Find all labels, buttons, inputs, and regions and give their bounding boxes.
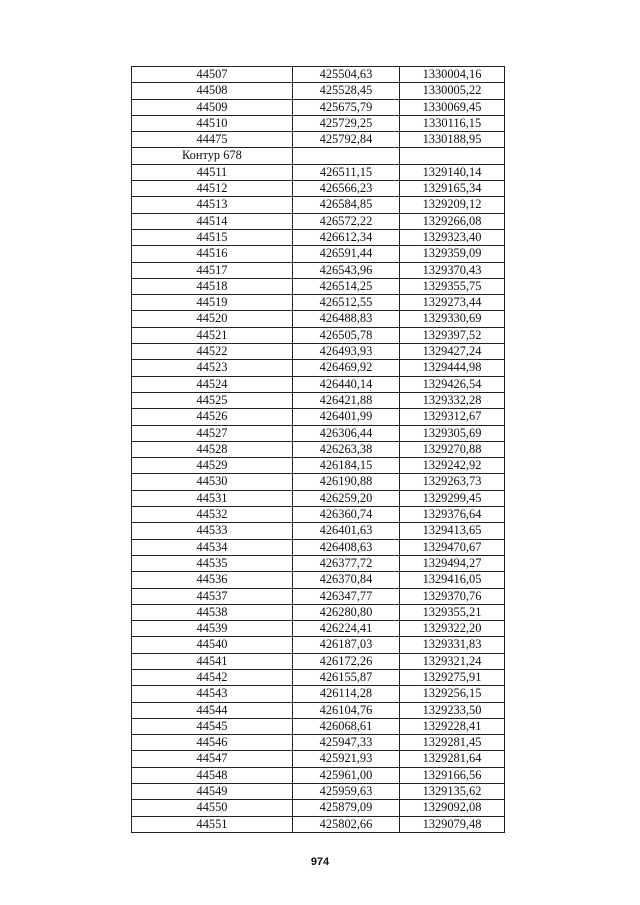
x-coordinate-cell: 426512,55 bbox=[293, 295, 400, 311]
y-coordinate-cell: 1329165,34 bbox=[400, 181, 505, 197]
y-coordinate-cell: 1329299,45 bbox=[400, 490, 505, 506]
point-number-cell: 44536 bbox=[132, 572, 293, 588]
x-coordinate-cell: 426370,84 bbox=[293, 572, 400, 588]
table-row bbox=[132, 604, 505, 620]
x-coordinate-cell: 426401,63 bbox=[293, 523, 400, 539]
x-coordinate-cell: 425961,00 bbox=[293, 767, 400, 783]
x-coordinate-cell: 425675,79 bbox=[293, 99, 400, 115]
point-number-cell: 44515 bbox=[132, 229, 293, 245]
point-number-cell: 44543 bbox=[132, 686, 293, 702]
table-row bbox=[132, 409, 505, 425]
coordinates-table-body bbox=[132, 67, 505, 833]
table-row bbox=[132, 474, 505, 490]
point-number-cell: 44538 bbox=[132, 604, 293, 620]
x-coordinate-cell: 426068,61 bbox=[293, 718, 400, 734]
y-coordinate-cell: 1329079,48 bbox=[400, 816, 505, 832]
x-coordinate-cell: 426306,44 bbox=[293, 425, 400, 441]
x-coordinate-cell: 426187,03 bbox=[293, 637, 400, 653]
y-coordinate-cell: 1329332,28 bbox=[400, 392, 505, 408]
point-number-cell: 44532 bbox=[132, 507, 293, 523]
point-number-cell: 44525 bbox=[132, 392, 293, 408]
x-coordinate-cell: 426401,99 bbox=[293, 409, 400, 425]
y-coordinate-cell: 1329322,20 bbox=[400, 621, 505, 637]
x-coordinate-cell: 426591,44 bbox=[293, 246, 400, 262]
point-number-cell: 44524 bbox=[132, 376, 293, 392]
table-row bbox=[132, 327, 505, 343]
y-coordinate-cell: 1329355,21 bbox=[400, 604, 505, 620]
y-coordinate-cell: 1329426,54 bbox=[400, 376, 505, 392]
point-number-cell: 44546 bbox=[132, 735, 293, 751]
point-number-cell: 44526 bbox=[132, 409, 293, 425]
point-number-cell: 44521 bbox=[132, 327, 293, 343]
x-coordinate-cell: 426104,76 bbox=[293, 702, 400, 718]
y-coordinate-cell: 1329305,69 bbox=[400, 425, 505, 441]
table-row bbox=[132, 344, 505, 360]
x-coordinate-cell: 426421,88 bbox=[293, 392, 400, 408]
x-coordinate-cell: 426347,77 bbox=[293, 588, 400, 604]
x-coordinate-cell: 425729,25 bbox=[293, 115, 400, 131]
point-number-cell: 44512 bbox=[132, 181, 293, 197]
x-coordinate-cell: 426505,78 bbox=[293, 327, 400, 343]
table-row bbox=[132, 767, 505, 783]
table-row bbox=[132, 132, 505, 148]
y-coordinate-cell: 1329376,64 bbox=[400, 507, 505, 523]
empty-cell bbox=[293, 148, 400, 164]
point-number-cell: 44539 bbox=[132, 621, 293, 637]
point-number-cell: 44550 bbox=[132, 800, 293, 816]
table-row bbox=[132, 555, 505, 571]
x-coordinate-cell: 426584,85 bbox=[293, 197, 400, 213]
table-row bbox=[132, 637, 505, 653]
point-number-cell: 44542 bbox=[132, 669, 293, 685]
table-row bbox=[132, 816, 505, 832]
x-coordinate-cell: 425879,09 bbox=[293, 800, 400, 816]
x-coordinate-cell: 426543,96 bbox=[293, 262, 400, 278]
y-coordinate-cell: 1329275,91 bbox=[400, 669, 505, 685]
table-row bbox=[132, 621, 505, 637]
y-coordinate-cell: 1329331,83 bbox=[400, 637, 505, 653]
x-coordinate-cell: 426566,23 bbox=[293, 181, 400, 197]
table-row bbox=[132, 490, 505, 506]
point-number-cell: 44545 bbox=[132, 718, 293, 734]
x-coordinate-cell: 426408,63 bbox=[293, 539, 400, 555]
point-number-cell: 44547 bbox=[132, 751, 293, 767]
table-row bbox=[132, 784, 505, 800]
x-coordinate-cell: 426572,22 bbox=[293, 213, 400, 229]
x-coordinate-cell: 426612,34 bbox=[293, 229, 400, 245]
y-coordinate-cell: 1329370,43 bbox=[400, 262, 505, 278]
y-coordinate-cell: 1329209,12 bbox=[400, 197, 505, 213]
table-row bbox=[132, 735, 505, 751]
table-row bbox=[132, 67, 505, 83]
x-coordinate-cell: 425947,33 bbox=[293, 735, 400, 751]
y-coordinate-cell: 1329270,88 bbox=[400, 441, 505, 457]
table-row bbox=[132, 213, 505, 229]
y-coordinate-cell: 1329323,40 bbox=[400, 229, 505, 245]
y-coordinate-cell: 1329242,92 bbox=[400, 458, 505, 474]
y-coordinate-cell: 1329166,56 bbox=[400, 767, 505, 783]
point-number-cell: 44548 bbox=[132, 767, 293, 783]
x-coordinate-cell: 426172,26 bbox=[293, 653, 400, 669]
table-row bbox=[132, 686, 505, 702]
empty-cell bbox=[400, 148, 505, 164]
table-row bbox=[132, 669, 505, 685]
y-coordinate-cell: 1329470,67 bbox=[400, 539, 505, 555]
x-coordinate-cell: 426493,93 bbox=[293, 344, 400, 360]
point-number-cell: 44514 bbox=[132, 213, 293, 229]
point-number-cell: 44529 bbox=[132, 458, 293, 474]
point-number-cell: 44530 bbox=[132, 474, 293, 490]
x-coordinate-cell: 426259,20 bbox=[293, 490, 400, 506]
x-coordinate-cell: 426280,80 bbox=[293, 604, 400, 620]
point-number-cell: 44534 bbox=[132, 539, 293, 555]
y-coordinate-cell: 1329370,76 bbox=[400, 588, 505, 604]
point-number-cell: 44508 bbox=[132, 83, 293, 99]
point-number-cell: 44533 bbox=[132, 523, 293, 539]
y-coordinate-cell: 1329321,24 bbox=[400, 653, 505, 669]
table-row bbox=[132, 115, 505, 131]
table-row bbox=[132, 376, 505, 392]
y-coordinate-cell: 1330069,45 bbox=[400, 99, 505, 115]
x-coordinate-cell: 426511,15 bbox=[293, 164, 400, 180]
table-row bbox=[132, 702, 505, 718]
point-number-cell: 44540 bbox=[132, 637, 293, 653]
point-number-cell: 44510 bbox=[132, 115, 293, 131]
x-coordinate-cell: 426184,15 bbox=[293, 458, 400, 474]
x-coordinate-cell: 425959,63 bbox=[293, 784, 400, 800]
table-row bbox=[132, 718, 505, 734]
point-number-cell: 44516 bbox=[132, 246, 293, 262]
contour-label: Контур 678 bbox=[132, 148, 293, 164]
table-row bbox=[132, 392, 505, 408]
coordinates-table bbox=[131, 66, 505, 833]
table-row bbox=[132, 278, 505, 294]
x-coordinate-cell: 426190,88 bbox=[293, 474, 400, 490]
point-number-cell: 44513 bbox=[132, 197, 293, 213]
table-row bbox=[132, 572, 505, 588]
x-coordinate-cell: 425792,84 bbox=[293, 132, 400, 148]
table-row bbox=[132, 458, 505, 474]
point-number-cell: 44523 bbox=[132, 360, 293, 376]
y-coordinate-cell: 1329494,27 bbox=[400, 555, 505, 571]
table-row bbox=[132, 653, 505, 669]
point-number-cell: 44551 bbox=[132, 816, 293, 832]
table-row bbox=[132, 262, 505, 278]
table-row bbox=[132, 539, 505, 555]
x-coordinate-cell: 426488,83 bbox=[293, 311, 400, 327]
x-coordinate-cell: 425921,93 bbox=[293, 751, 400, 767]
x-coordinate-cell: 426440,14 bbox=[293, 376, 400, 392]
y-coordinate-cell: 1329427,24 bbox=[400, 344, 505, 360]
y-coordinate-cell: 1329273,44 bbox=[400, 295, 505, 311]
contour-header-row bbox=[132, 148, 505, 164]
x-coordinate-cell: 426263,38 bbox=[293, 441, 400, 457]
y-coordinate-cell: 1329233,50 bbox=[400, 702, 505, 718]
x-coordinate-cell: 425504,63 bbox=[293, 67, 400, 83]
point-number-cell: 44537 bbox=[132, 588, 293, 604]
table-row bbox=[132, 800, 505, 816]
point-number-cell: 44541 bbox=[132, 653, 293, 669]
point-number-cell: 44522 bbox=[132, 344, 293, 360]
table-row bbox=[132, 246, 505, 262]
y-coordinate-cell: 1329281,45 bbox=[400, 735, 505, 751]
page-number: 974 bbox=[310, 856, 330, 868]
point-number-cell: 44528 bbox=[132, 441, 293, 457]
table-row bbox=[132, 360, 505, 376]
y-coordinate-cell: 1329263,73 bbox=[400, 474, 505, 490]
y-coordinate-cell: 1329312,67 bbox=[400, 409, 505, 425]
x-coordinate-cell: 426514,25 bbox=[293, 278, 400, 294]
table-row bbox=[132, 425, 505, 441]
table-row bbox=[132, 441, 505, 457]
y-coordinate-cell: 1329256,15 bbox=[400, 686, 505, 702]
table-row bbox=[132, 295, 505, 311]
table-row bbox=[132, 229, 505, 245]
point-number-cell: 44507 bbox=[132, 67, 293, 83]
y-coordinate-cell: 1329359,09 bbox=[400, 246, 505, 262]
point-number-cell: 44475 bbox=[132, 132, 293, 148]
x-coordinate-cell: 426469,92 bbox=[293, 360, 400, 376]
x-coordinate-cell: 425528,45 bbox=[293, 83, 400, 99]
table-row bbox=[132, 507, 505, 523]
point-number-cell: 44517 bbox=[132, 262, 293, 278]
point-number-cell: 44544 bbox=[132, 702, 293, 718]
point-number-cell: 44527 bbox=[132, 425, 293, 441]
table-row bbox=[132, 588, 505, 604]
y-coordinate-cell: 1329397,52 bbox=[400, 327, 505, 343]
x-coordinate-cell: 426224,41 bbox=[293, 621, 400, 637]
y-coordinate-cell: 1329281,64 bbox=[400, 751, 505, 767]
point-number-cell: 44531 bbox=[132, 490, 293, 506]
y-coordinate-cell: 1329330,69 bbox=[400, 311, 505, 327]
point-number-cell: 44518 bbox=[132, 278, 293, 294]
point-number-cell: 44535 bbox=[132, 555, 293, 571]
table-row bbox=[132, 181, 505, 197]
table-row bbox=[132, 197, 505, 213]
point-number-cell: 44519 bbox=[132, 295, 293, 311]
table-row bbox=[132, 99, 505, 115]
y-coordinate-cell: 1329228,41 bbox=[400, 718, 505, 734]
table-row bbox=[132, 311, 505, 327]
table-row bbox=[132, 523, 505, 539]
y-coordinate-cell: 1330005,22 bbox=[400, 83, 505, 99]
table-row bbox=[132, 164, 505, 180]
y-coordinate-cell: 1329140,14 bbox=[400, 164, 505, 180]
x-coordinate-cell: 426155,87 bbox=[293, 669, 400, 685]
x-coordinate-cell: 426114,28 bbox=[293, 686, 400, 702]
y-coordinate-cell: 1329413,65 bbox=[400, 523, 505, 539]
point-number-cell: 44549 bbox=[132, 784, 293, 800]
y-coordinate-cell: 1329416,05 bbox=[400, 572, 505, 588]
table-row bbox=[132, 83, 505, 99]
y-coordinate-cell: 1330188,95 bbox=[400, 132, 505, 148]
x-coordinate-cell: 425802,66 bbox=[293, 816, 400, 832]
y-coordinate-cell: 1329266,08 bbox=[400, 213, 505, 229]
point-number-cell: 44511 bbox=[132, 164, 293, 180]
y-coordinate-cell: 1330116,15 bbox=[400, 115, 505, 131]
point-number-cell: 44520 bbox=[132, 311, 293, 327]
y-coordinate-cell: 1329355,75 bbox=[400, 278, 505, 294]
point-number-cell: 44509 bbox=[132, 99, 293, 115]
table-row bbox=[132, 751, 505, 767]
y-coordinate-cell: 1329092,08 bbox=[400, 800, 505, 816]
y-coordinate-cell: 1329135,62 bbox=[400, 784, 505, 800]
y-coordinate-cell: 1330004,16 bbox=[400, 67, 505, 83]
y-coordinate-cell: 1329444,98 bbox=[400, 360, 505, 376]
x-coordinate-cell: 426360,74 bbox=[293, 507, 400, 523]
x-coordinate-cell: 426377,72 bbox=[293, 555, 400, 571]
